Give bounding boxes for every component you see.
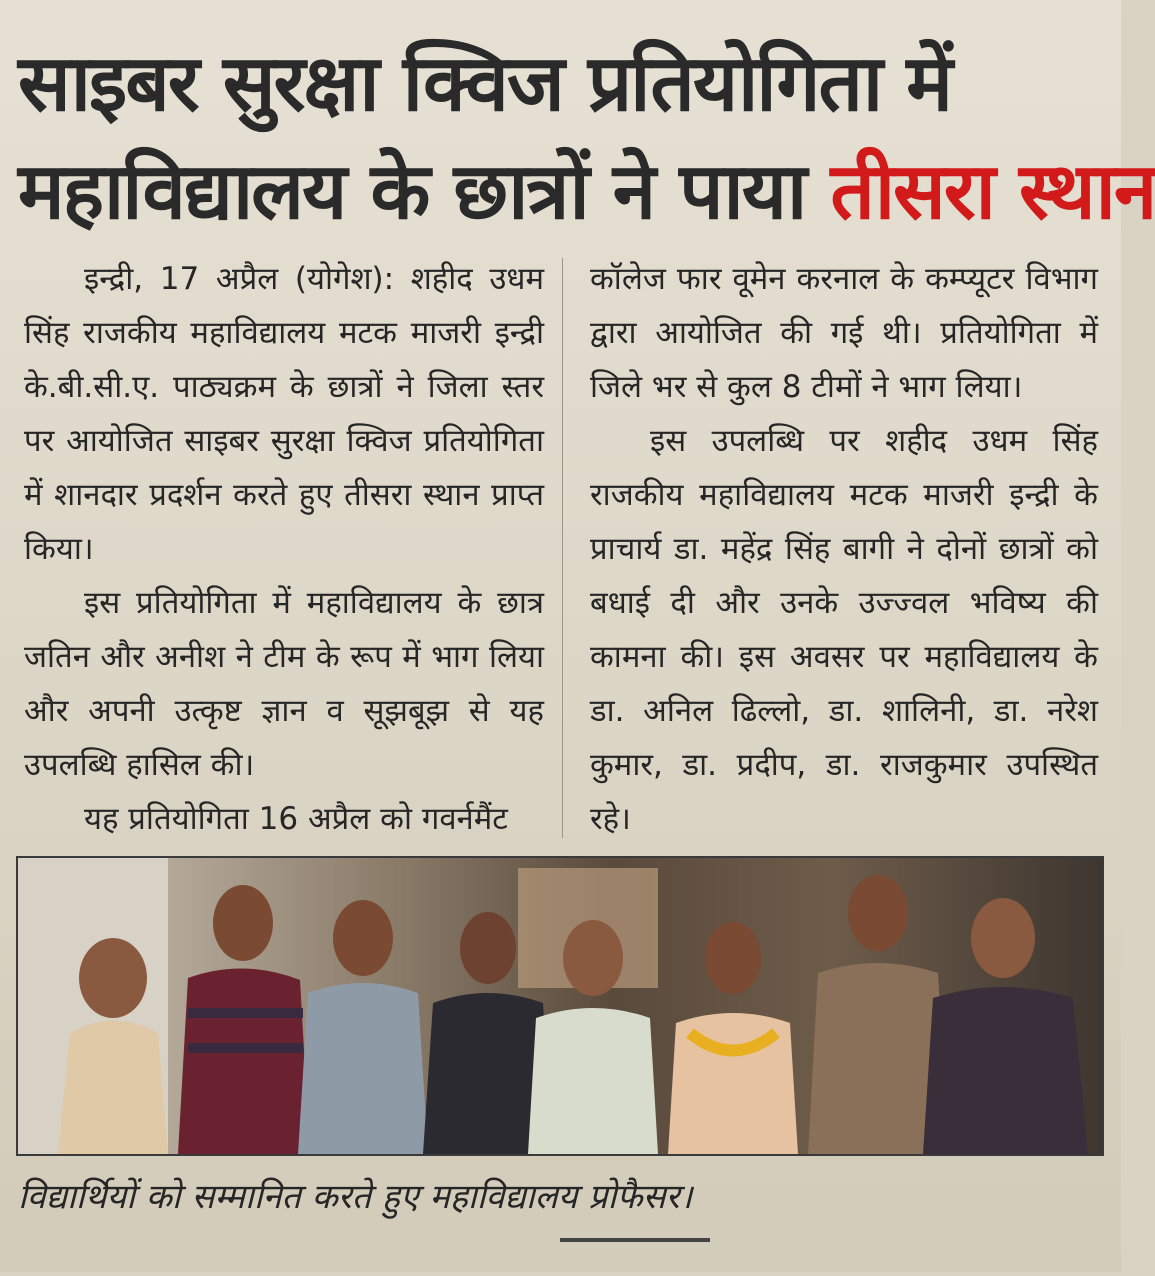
photo-caption: विद्यार्थियों को सम्मानित करते हुए महाविद्यालय प्रोफैसर। (18, 1177, 693, 1217)
article-column-right (590, 252, 1098, 846)
paragraph-left-2: इस प्रतियोगिता में महाविद्यालय के छात्र जतिन और अनीश ने टीम के रूप में भाग लिया और अपनी उत्कृष्ट ज्ञान व सूझबूझ से यह उपलब्धि हासिल की। (24, 585, 544, 783)
headline (18, 30, 1155, 246)
column-divider (562, 258, 563, 838)
next-article-fragment (560, 1238, 710, 1276)
headline-line-2 (18, 138, 1155, 246)
paragraph-left-3: यह प्रतियोगिता 16 अप्रैल को गवर्नमैंट (84, 801, 508, 837)
paragraph-right-2: इस उपलब्धि पर शहीद उधम सिंह राजकीय महाविद्यालय मटक माजरी इन्द्री के प्राचार्य डा. महेंद्र सिंह बागी ने दोनों छात्रों को बधाई दी और उनके उज्ज्वल भविष्य की कामना की। इस अवसर पर महाविद्यालय के डा. अनिल ढिल्लो, डा. शालिनी, डा. नरेश कुमार, डा. प्रदीप, डा. राजकुमार उपस्थित रहे। (590, 423, 1098, 837)
paragraph-right-1: कॉलेज फार वूमेन करनाल के कम्प्यूटर विभाग द्वारा आयोजित की गई थी। प्रतियोगिता में जिले भर से कुल 8 टीमों ने भाग लिया। (590, 261, 1098, 405)
headline-line-2-text: महाविद्यालय के छात्रों ने पाया (18, 147, 831, 237)
group-photo-illustration (18, 858, 1102, 1154)
group-photo (16, 856, 1104, 1156)
headline-line-1: साइबर सुरक्षा क्विज प्रतियोगिता में (18, 39, 951, 129)
headline-highlight: तीसरा स्थान (830, 147, 1155, 237)
article-column-left (24, 252, 544, 846)
paragraph-left-1: इन्द्री, 17 अप्रैल (योगेश): शहीद उधम सिंह राजकीय महाविद्यालय मटक माजरी इन्द्री के.बी.सी.ए. पाठ्यक्रम के छात्रों ने जिला स्तर पर आयोजित साइबर सुरक्षा क्विज प्रतियोगिता में शानदार प्रदर्शन करते हुए तीसरा स्थान प्राप्त किया। (24, 261, 544, 567)
